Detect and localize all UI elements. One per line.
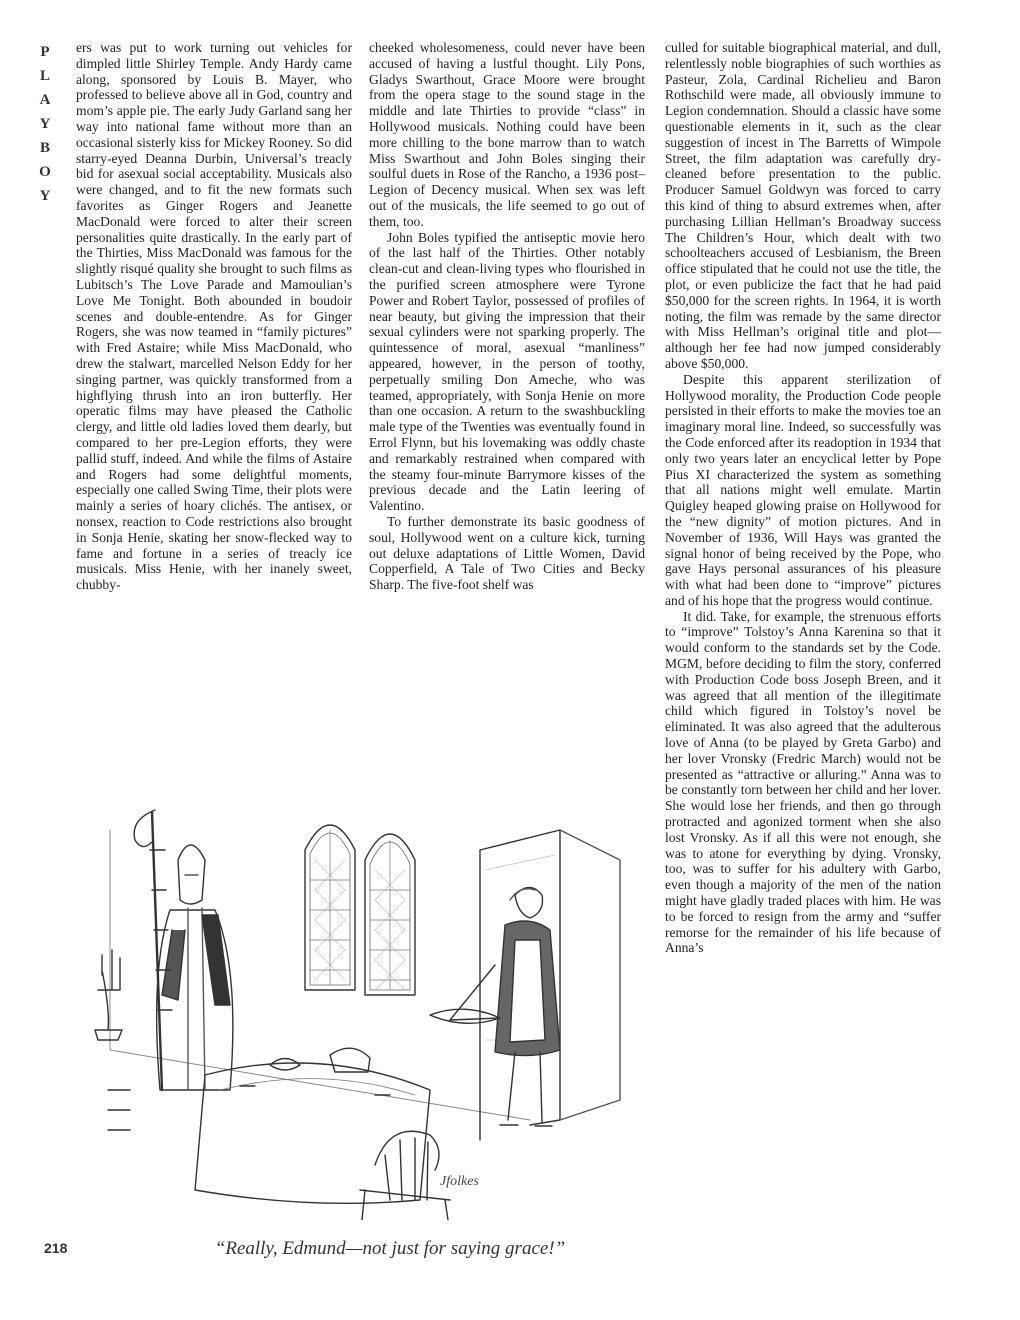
windsor-chair	[360, 1131, 450, 1220]
masthead-letter: O	[39, 164, 51, 180]
paragraph: ers was put to work turning out vehicles for dimpled little Shirley Temple. Andy Hardy came along, sponsored by Louis B. Mayer, who professed to believe above all in God, country and mom’s apple pie. The early Judy Garland sang her way into national fame without more than an occasional sisterly kiss for Mickey Rooney. So did starry-eyed Deanna Durbin, Universal’s treacly bid for asexual social acceptability. Musicals also were changed, and to fit the new formats such favorites as Ginger Rogers and Jeanette MacDonald were forced to alter their screen personalities quite drastically. In the early part of the Thirties, Miss MacDonald was famous for the slightly risqué quality she brought to such films as Lubitsch’s The Love Parade and Mamoulian’s Love Me Tonight. Both abounded in boudoir scenes and double-entendre. As for Ginger Rogers, she was now teamed in “family pictures” with Fred Astaire; while Miss MacDonald, who drew the stalwart, marcelled Nelson Eddy for her singing partner, was quickly transformed from a highflying thrush into an iron butterfly. Her operatic films may have pleased the Catholic clergy, and little old ladies loved them dearly, but compared to her pre-Legion efforts, they were pallid stuff, indeed. And while the films of Astaire and Rogers had some delightful moments, especially one called Swing Time, their plots were mainly a series of hoary clichés. The antisex, or nonsex, reaction to Code restrictions also brought in Sonja Henie, skating her snow-flecked way to fame and fortune in a series of treacly ice musicals. Miss Henie, with her inanely sweet, chubby-	[76, 40, 352, 593]
gothic-window-right	[365, 834, 415, 995]
cartoon-illustration	[90, 790, 645, 1220]
masthead-letter: A	[39, 92, 51, 108]
maid-figure	[430, 888, 560, 1127]
masthead-letter: L	[39, 68, 50, 84]
candelabra	[95, 950, 122, 1040]
paragraph: John Boles typified the antiseptic movie hero of the last half of the Thirties. Other notably clean-cut and clean-living types who flourished in the purified screen atmosphere were Tyrone Power and Robert Taylor, possessed of profiles of near beauty, but giving the impression that their sexual cylinders were not sparking properly. The quintessence of moral, asexual “manliness” appeared, however, in the person of toothy, perpetually smiling Don Ameche, who was teamed, appropriately, with Sonja Henie on more than one occasion. A return to the swashbuckling male type of the Twenties was eventually found in Errol Flynn, but his lovemaking was oddly chaste and remarkably restrained when compared with the steamy four-minute Barrymore kisses of the previous decade and the Latin leering of Valentino.	[369, 229, 645, 514]
paragraph: culled for suitable biographical material, and dull, relentlessly noble biographies of such worthies as Pasteur, Zola, Cardinal Richelieu and Baron Rothschild were made, all obviously immune to Legion condemnation. Should a classic have some questionable elements in it, such as the clear suggestion of incest in The Barretts of Wimpole Street, the film adaptation was carefully dry-cleaned before presentation to the public. Producer Samuel Goldwyn was forced to carry this kind of thing to absurd extremes when, after purchasing Lillian Hellman’s Broadway success The Children’s Hour, which dealt with two schoolteachers accused of Lesbianism, the Breen office stipulated that he could not use the title, the plot, or even publicize the fact that he had paid $50,000 for the screen rights. In 1964, it is worth noting, the film was remade by the same director with Miss Hellman’s original title and plot—although her fee had now jumped considerably above $50,000.	[665, 40, 941, 371]
paragraph: Despite this apparent sterilization of Hollywood morality, the Production Code people persisted in their efforts to make the movies toe an imaginary moral line. Indeed, so successfully was the Code enforced after its readoption in 1934 that only two years later an encyclical letter by Pope Pius XI characterized the system as something that all nations might well emulate. Martin Quigley heaped glowing praise on Hollywood for the “new dignity” of motion pictures. And in November of 1936, Will Hays was granted the signal honor of being received by the Pope, who gave Hays personal assurances of his pleasure with what had been done to “improve” pictures and of his hope that the progress would continue.	[665, 371, 941, 608]
masthead-letter: Y	[39, 116, 51, 132]
masthead-letter: B	[39, 140, 50, 156]
article-column-2	[369, 40, 645, 593]
paragraph: cheeked wholesomeness, could never have been accused of having a lustful thought. Lily Pons, Gladys Swarthout, Grace Moore were brought from the opera stage to the sound stage in the middle and late Thirties to provide “class” in Hollywood musicals. Nothing could have been more chilling to the bone marrow than to watch Miss Swarthout and John Boles singing their soulful duets in Rose of the Rancho, a 1936 post–Legion of Decency musical. When sex was left out of the musicals, the life seemed to go out of them, too.	[369, 40, 645, 229]
masthead	[20, 40, 70, 208]
bishop-figure	[157, 845, 233, 1090]
gothic-window-left	[305, 825, 355, 990]
masthead-letter: P	[40, 44, 50, 60]
dining-table	[195, 1048, 430, 1203]
paragraph: It did. Take, for example, the strenuous efforts to “improve” Tolstoy’s Anna Karenina so that it would conform to the standards set by the Code. MGM, before deciding to film the story, conferred with Production Code boss Joseph Breen, and it was agreed that all mention of the illegitimate child which figured in Tolstoy’s novel be eliminated. It was also agreed that the adulterous love of Anna (to be played by Greta Garbo) and her lover Vronsky (Fredric March) would not be presented as “attractive or alluring.” Anna was to be constantly torn between her child and her lover. She would lose her friends, and then go through protracted and agonized torment when she also lost Vronsky. As if all this were not enough, she was to atone for everything by dying. Vronsky, too, was to suffer for his adultery with Garbo, even though a majority of the men of the nation might have gladly traded places with him. He was to be forced to resign from the army and “suffer remorse for the remainder of his life because of Anna’s	[665, 608, 941, 956]
crozier	[134, 810, 172, 1090]
cartoon-signature: Jfolkes	[440, 1174, 479, 1189]
masthead-letter: Y	[39, 188, 51, 204]
article-column-3	[665, 40, 941, 956]
article-column-1	[76, 40, 352, 593]
page-number: 218	[44, 1240, 68, 1256]
cartoon-caption: “Really, Edmund—not just for saying grace!”	[214, 1238, 566, 1259]
paragraph: To further demonstrate its basic goodness of soul, Hollywood went on a culture kick, turning out deluxe adaptations of Little Women, David Copperfield, A Tale of Two Cities and Becky Sharp. The five-foot shelf was	[369, 513, 645, 593]
